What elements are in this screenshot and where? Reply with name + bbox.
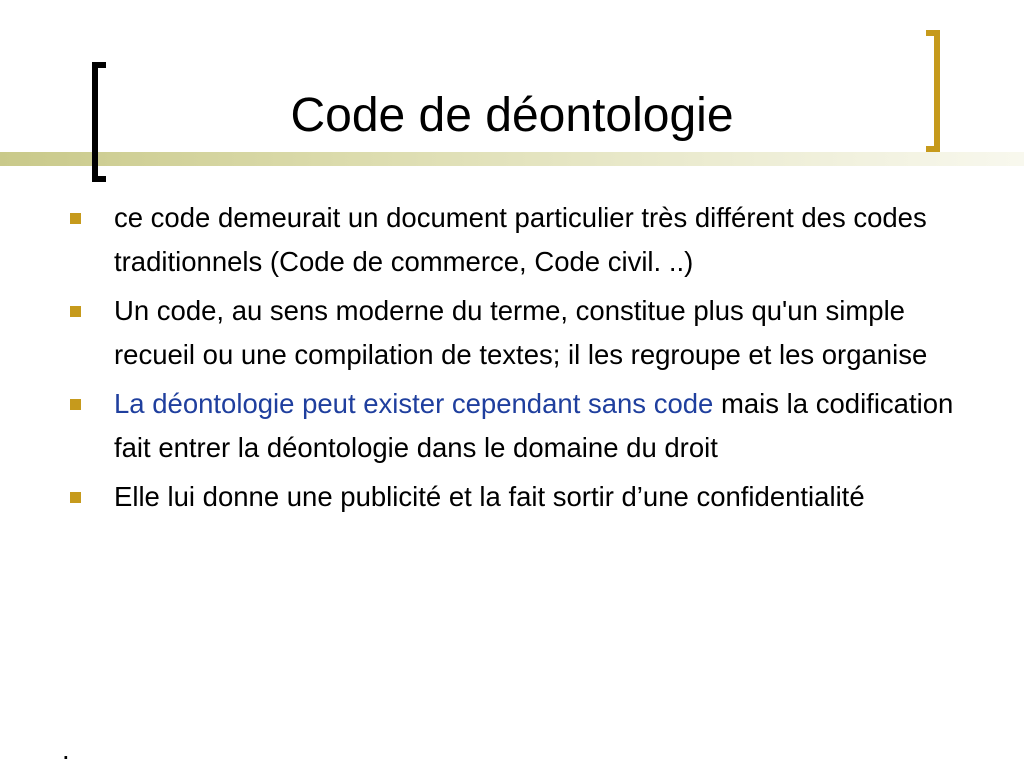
square-bullet-icon <box>70 492 81 503</box>
bullet-text: Elle lui donne une publicité et la fait sortir d’une confidentialité <box>114 481 865 512</box>
right-bracket-icon <box>926 30 940 152</box>
square-bullet-icon <box>70 306 81 317</box>
square-bullet-icon <box>70 213 81 224</box>
bullet-text: Un code, au sens moderne du terme, constitue plus qu'un simple recueil ou une compilation de textes; il les regroupe et les organise <box>114 295 928 370</box>
title-rule-bar <box>0 152 1024 166</box>
bullet-item <box>70 196 954 284</box>
bullet-item <box>70 289 954 377</box>
left-bracket-icon <box>92 62 106 182</box>
trailing-text: . <box>62 734 70 765</box>
bullet-item <box>70 475 954 519</box>
bullet-item <box>70 382 954 470</box>
bullet-list <box>70 196 970 524</box>
bullet-highlight-text: La déontologie peut exister cependant sans code <box>114 388 714 419</box>
bullet-text: mais la codification fait entrer la déontologie dans le domaine du droit <box>114 388 954 463</box>
slide-title: Code de déontologie <box>290 89 734 142</box>
bullet-text: ce code demeurait un document particulier très différent des codes traditionnels (Code de commerce, Code civil. ..) <box>114 202 927 277</box>
square-bullet-icon <box>70 399 81 410</box>
